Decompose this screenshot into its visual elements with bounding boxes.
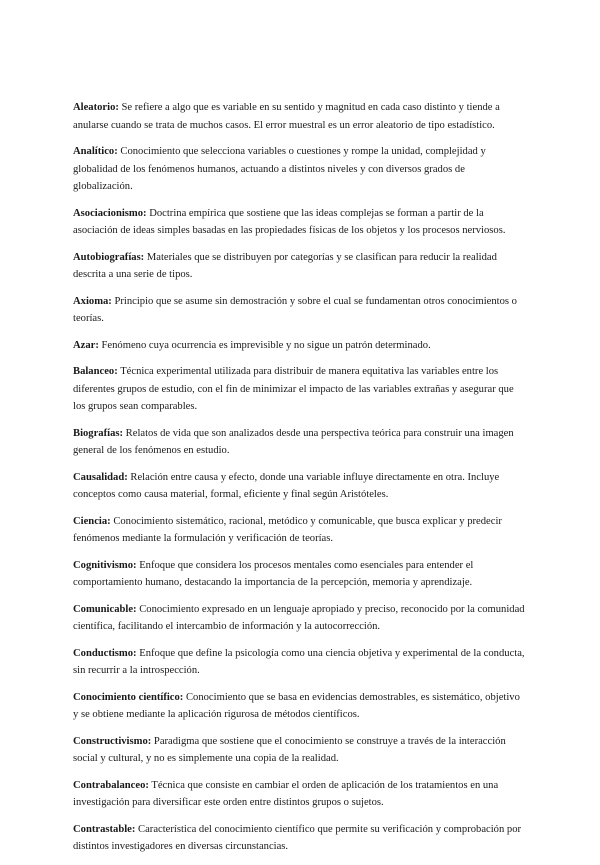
definition-balanceo: Técnica experimental utilizada para distribuir de manera equitativa las variables entre los diferentes grupos de estudio, con el fin de minimizar el impacto de las variables extrañas y asegurar que los grupos sean comparables.: [73, 366, 514, 412]
term-conocimiento-cientifico: Conocimiento científico:: [73, 691, 184, 703]
glossary-entry-aleatorio: [73, 99, 525, 134]
glossary-entry-constructivismo: [73, 733, 525, 768]
definition-aleatorio: Se refiere a algo que es variable en su sentido y magnitud en cada caso distinto y tiende a anularse cuando se trata de muchos casos. El error muestral es un error aleatorio de tipo estadístico.: [73, 102, 500, 131]
glossary-entry-axioma: [73, 293, 525, 328]
term-azar: Azar:: [73, 339, 99, 351]
term-contrabalanceo: Contrabalanceo:: [73, 779, 149, 791]
term-conductismo: Conductismo:: [73, 647, 137, 659]
term-axioma: Axioma:: [73, 295, 112, 307]
glossary-entry-conocimiento-cientifico: [73, 689, 525, 724]
definition-contrastable: Característica del conocimiento científico que permite su verificación y comprobación por distintos investigadores en diversas circunstancias.: [73, 823, 522, 852]
definition-conocimiento-cientifico: Conocimiento que se basa en evidencias demostrables, es sistemático, objetivo y se obtiene mediante la aplicación rigurosa de métodos científicos.: [73, 691, 520, 720]
term-autobiografias: Autobiografías:: [73, 251, 145, 263]
term-comunicable: Comunicable:: [73, 603, 137, 615]
glossary-entry-contrastable: [73, 821, 525, 856]
definition-comunicable: Conocimiento expresado en un lenguaje apropiado y preciso, reconocido por la comunidad científica, facilitando el intercambio de información y la autocorrección.: [73, 603, 525, 632]
term-balanceo: Balanceo:: [73, 366, 118, 377]
definition-constructivismo: Paradigma que sostiene que el conocimiento se construye a través de la interacción social y cultural, y no es simplemente una copia de la realidad.: [73, 735, 506, 764]
definition-azar: Fenómeno cuya ocurrencia es imprevisible y no sigue un patrón determinado.: [98, 339, 431, 351]
glossary-entry-cognitivismo: [73, 557, 525, 592]
glossary-entry-comunicable: [73, 601, 525, 636]
definition-asociacionismo: Doctrina empírica que sostiene que las ideas complejas se forman a partir de la asociación de ideas simples basadas en las propiedades físicas de los objetos y los procesos nerviosos.: [73, 207, 506, 236]
term-biografias: Biografías:: [73, 427, 124, 439]
term-ciencia: Ciencia:: [73, 515, 111, 527]
term-causalidad: Causalidad:: [73, 471, 128, 483]
glossary-entry-autobiografias: [73, 249, 525, 284]
glossary-entry-balanceo: [73, 363, 525, 416]
definition-autobiografias: Materiales que se distribuyen por categorías y se clasifican para reducir la realidad descrita a una serie de tipos.: [73, 251, 497, 280]
glossary-entry-azar: [73, 337, 525, 355]
term-contrastable: Contrastable:: [73, 823, 136, 835]
glossary-entry-ciencia: [73, 513, 525, 548]
definition-contrabalanceo: Técnica que consiste en cambiar el orden de aplicación de los tratamientos en una investigación para diversificar este orden entre distintos grupos o sujetos.: [73, 779, 499, 808]
term-constructivismo: Constructivismo:: [73, 735, 152, 747]
definition-biografias: Relatos de vida que son analizados desde una perspectiva teórica para construir una imagen general de los fenómenos en estudio.: [73, 427, 514, 456]
glossary-entry-asociacionismo: [73, 205, 525, 240]
definition-ciencia: Conocimiento sistemático, racional, metódico y comunicable, que busca explicar y predecir fenómenos mediante la formulación y verificación de teorías.: [73, 515, 502, 544]
glossary-entry-conductismo: [73, 645, 525, 680]
glossary-entry-analitico: [73, 143, 525, 196]
term-cognitivismo: Cognitivismo:: [73, 559, 137, 571]
definition-cognitivismo: Enfoque que considera los procesos mentales como esenciales para entender el comportamiento humano, destacando la importancia de la percepción, memoria y aprendizaje.: [73, 559, 474, 588]
glossary-entry-contrabalanceo: [73, 777, 525, 812]
glossary-entry-causalidad: [73, 469, 525, 504]
term-asociacionismo: Asociacionismo:: [73, 207, 147, 219]
term-analitico: Analítico:: [73, 146, 118, 157]
glossary-entry-biografias: [73, 425, 525, 460]
definition-causalidad: Relación entre causa y efecto, donde una variable influye directamente en otra. Incluye conceptos como causa material, formal, eficiente y final según Aristóteles.: [73, 471, 500, 500]
definition-axioma: Principio que se asume sin demostración y sobre el cual se fundamentan otros conocimientos o teorías.: [73, 295, 517, 324]
glossary-list: [73, 99, 525, 865]
term-aleatorio: Aleatorio:: [73, 102, 119, 113]
definition-conductismo: Enfoque que define la psicología como una ciencia objetiva y experimental de la conducta, sin recurrir a la introspección.: [73, 647, 525, 676]
definition-analitico: Conocimiento que selecciona variables o cuestiones y rompe la unidad, complejidad y globalidad de los fenómenos humanos, actuando a distintos niveles y con diversos grados de globalización.: [73, 146, 486, 192]
